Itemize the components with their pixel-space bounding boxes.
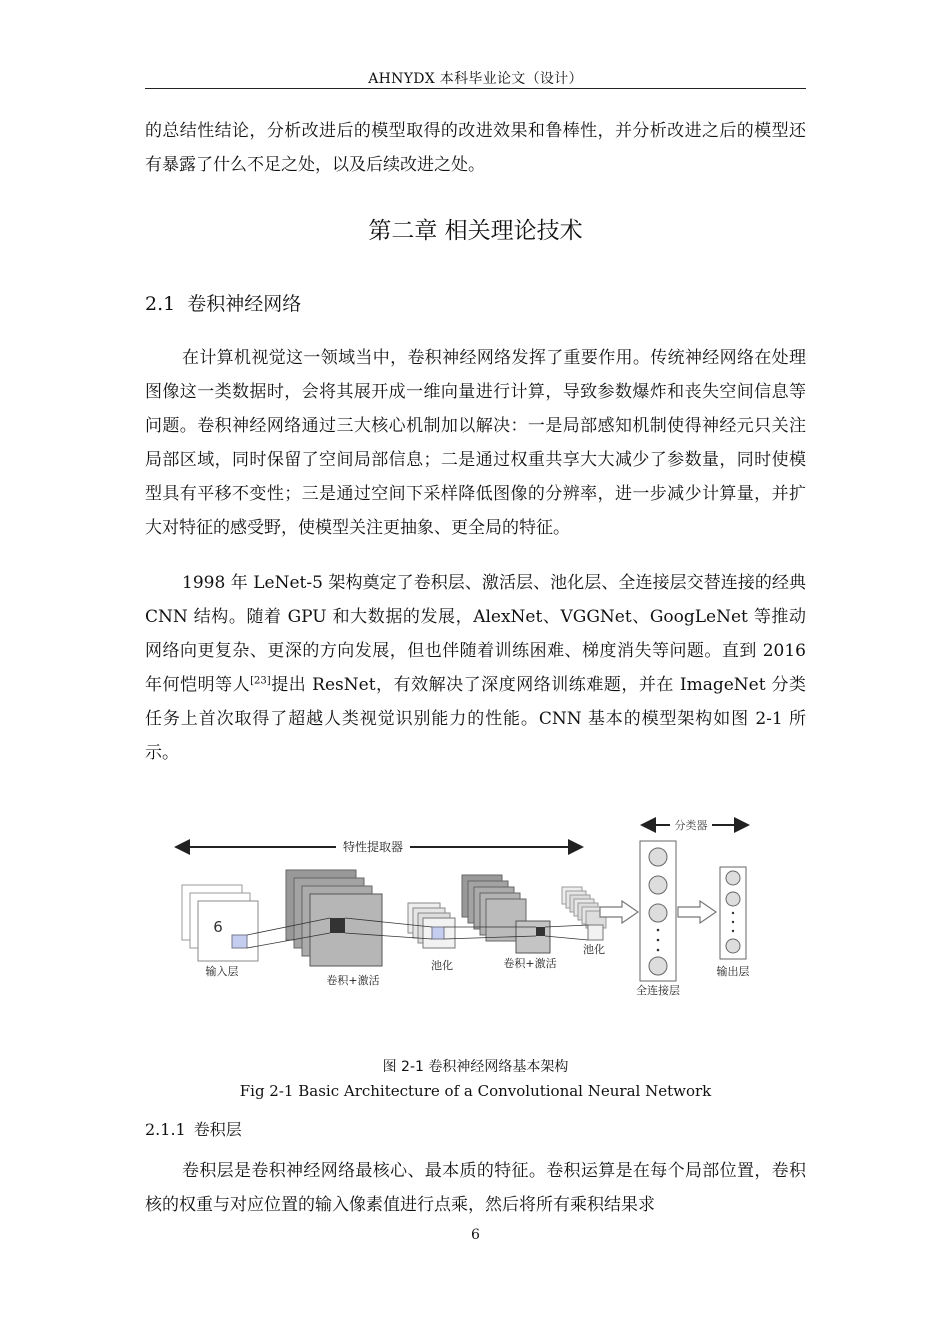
section-heading [145,289,301,316]
running-header: AHNYDX 本科毕业论文（设计） [368,71,583,87]
subsection-number: 2.1.1 [145,1120,186,1139]
figure-caption-cn: 图 2-1 卷积神经网络基本架构 [382,1059,569,1075]
subsection-heading [145,1117,242,1140]
cnn-architecture-figure [170,805,770,1005]
output-layer [717,867,750,978]
figure-caption-en: Fig 2-1 Basic Architecture of a Convolutional Neural Network [239,1082,712,1100]
pool2-label: 池化 [583,943,605,956]
classifier-label: 分类器 [674,819,708,832]
fully-connected-label: 全连接层 [636,984,680,997]
paragraph-2 [145,566,806,770]
classifier-arrow [648,818,742,832]
page-number: 6 [471,1227,480,1243]
feature-extractor-arrow [182,839,576,854]
section-number: 2.1 [145,293,176,315]
pool2-stack [562,887,606,956]
feature-extractor-label: 特性提取器 [342,840,404,854]
fully-connected-layer [636,841,680,997]
header-rule [145,88,806,89]
input-layer [182,885,258,978]
conv2-stack [462,875,557,970]
input-layer-label: 输入层 [205,965,239,978]
conv1-stack [286,870,382,987]
subsection-title: 卷积层 [193,1120,242,1139]
paragraph-2-text-b: 提出 ResNet，有效解决了深度网络训练难题，并在 ImageNet 分类任务上首次取得了超越人类视觉识别能力的性能。CNN 基本的模型架构如图 2-1 所示。 [145,675,806,763]
digit-glyph: 6 [213,918,223,936]
conv2-label: 卷积+激活 [503,957,557,970]
flow-arrow-2 [678,901,716,923]
paragraph-1: 在计算机视觉这一领域当中，卷积神经网络发挥了重要作用。传统神经网络在处理图像这一类数据时，会将其展开成一维向量进行计算，导致参数爆炸和丧失空间信息等问题。卷积神经网络通过三大核心机制加以解决：一是局部感知机制使得神经元只关注局部区域，同时保留了空间局部信息；二是通过权重共享大大减少了参数量，同时使模型具有平移不变性；三是通过空间下采样降低图像的分辨率，进一步减少计算量，并扩大对特征的感受野，使模型关注更抽象、更全局的特征。 [145,348,806,538]
section-title: 卷积神经网络 [187,293,302,315]
paragraph-3: 卷积层是卷积神经网络最核心、最本质的特征。卷积运算是在每个局部位置，卷积核的权重与对应位置的输入像素值进行点乘，然后将所有乘积结果求 [145,1161,806,1215]
paragraph-2-text-a: 1998 年 LeNet-5 架构奠定了卷积层、激活层、池化层、全连接层交替连接的经典 CNN 结构。随着 GPU 和大数据的发展，AlexNet、VGGNet、GoogLeNet 等推动网络向更复杂、更深的方向发展，但也伴随着训练困难、梯度消失等问题。直到 2016 年何恺明等人 [145,573,806,695]
pool1-label: 池化 [431,959,453,972]
output-layer-label: 输出层 [716,965,750,978]
citation-ref: [23] [250,675,271,687]
intro-paragraph: 的总结性结论，分析改进后的模型取得的改进效果和鲁棒性，并分析改进之后的模型还有暴露了什么不足之处，以及后续改进之处。 [145,121,806,175]
chapter-title: 第二章 相关理论技术 [368,218,583,244]
conv1-label: 卷积+激活 [326,974,380,987]
